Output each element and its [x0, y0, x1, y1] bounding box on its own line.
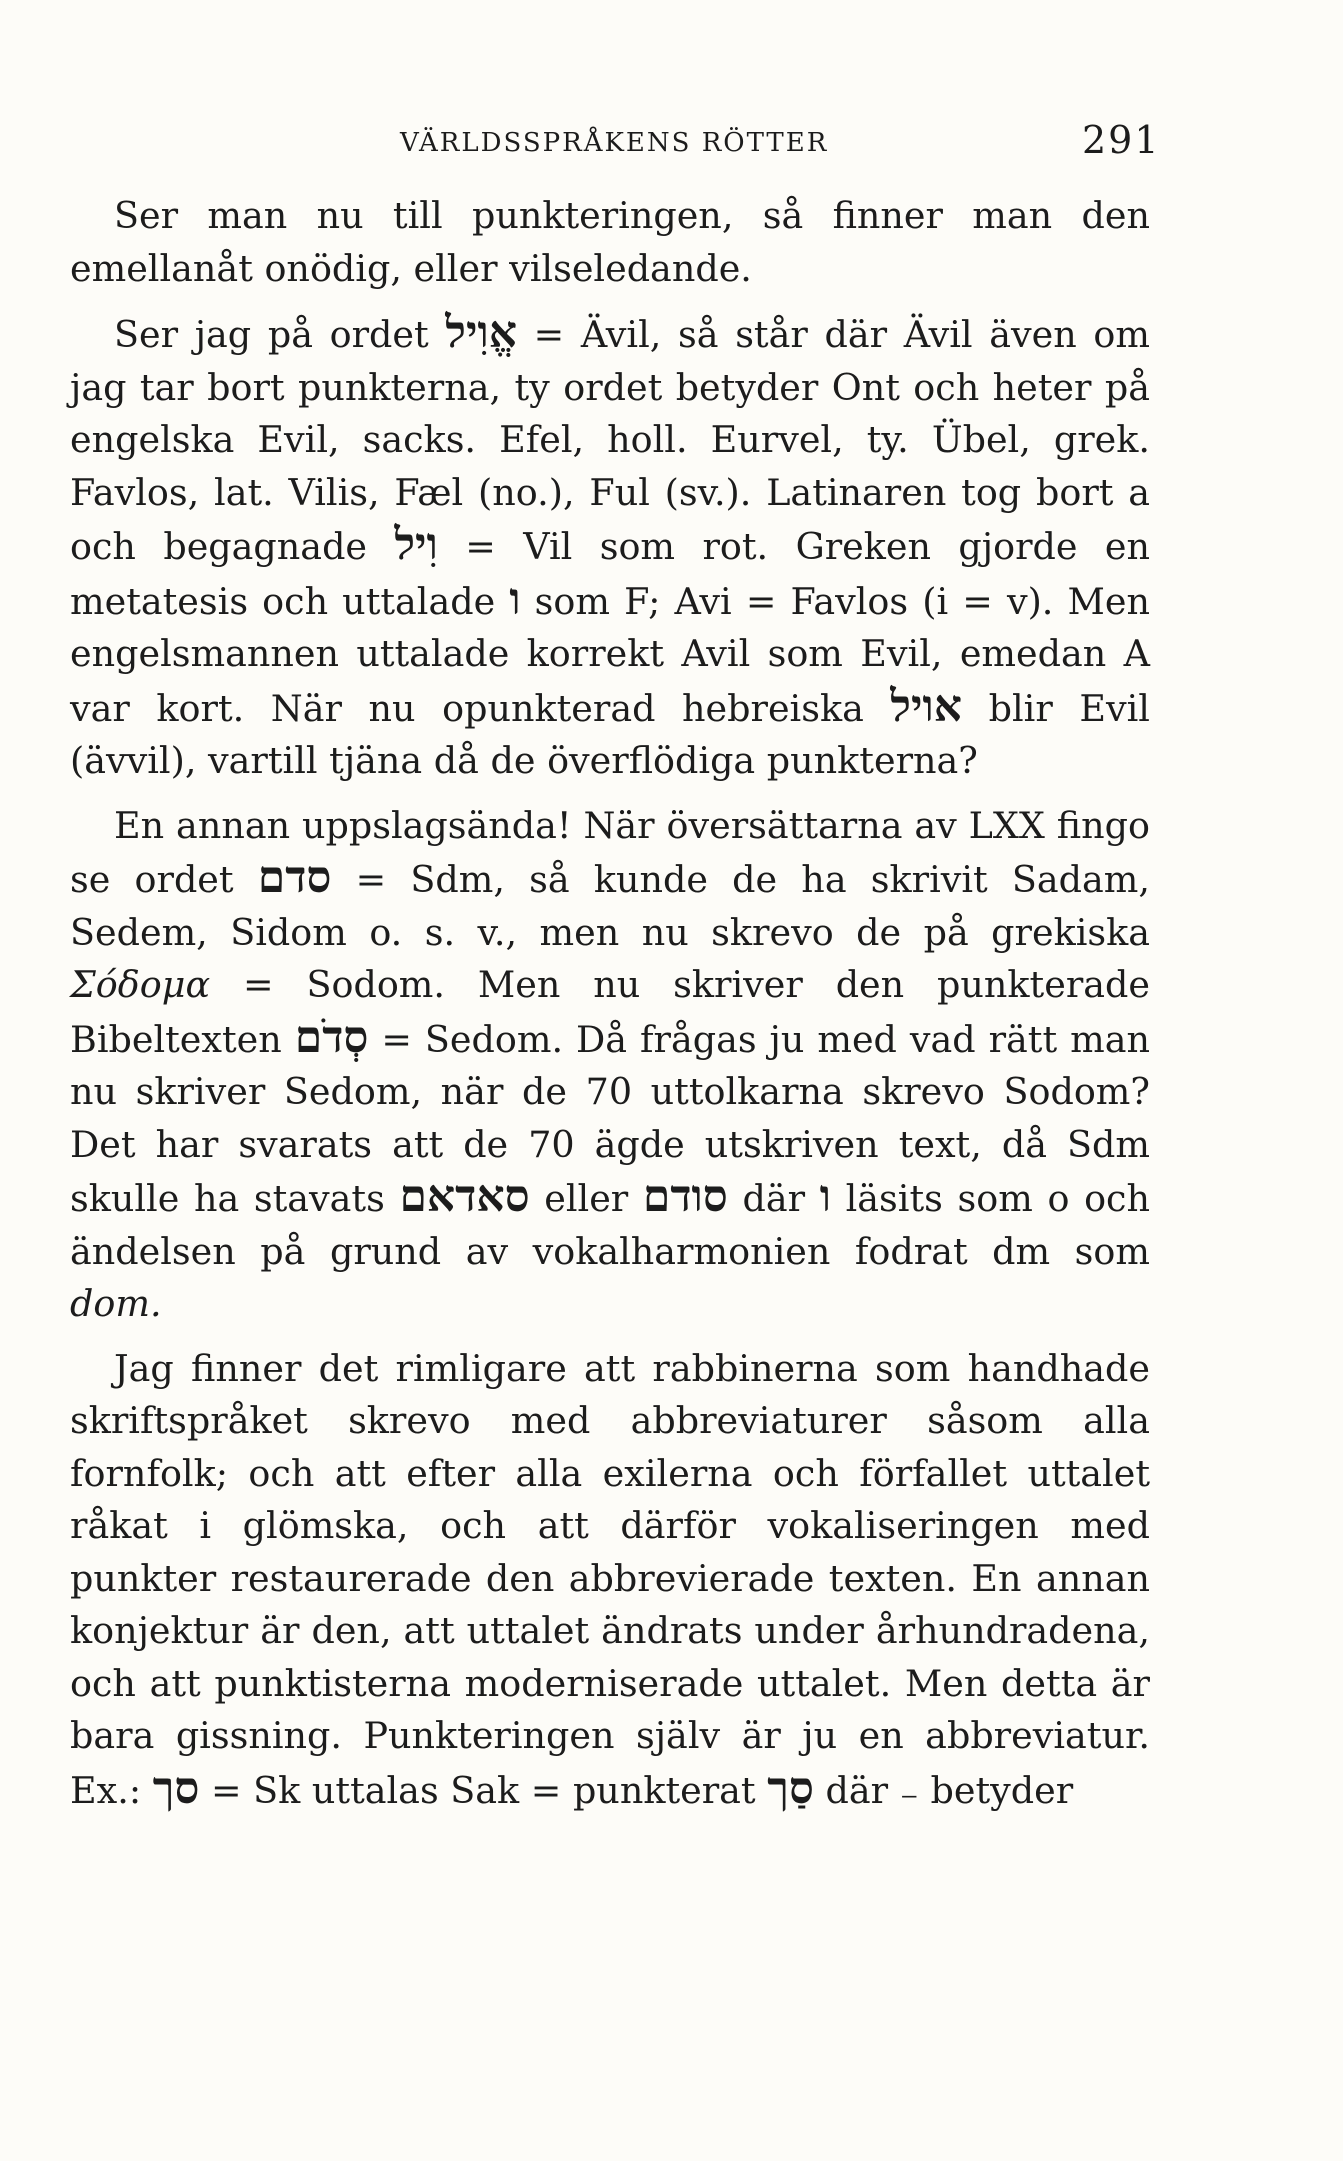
- text-run: = Vil som rot. Greken gjorde en metatesis och uttalade: [70, 525, 1151, 623]
- text-run: = Sdm, så kunde de ha skrivit Sadam, Sedem, Sidom o. s. v., men nu skrevo de på grekiska: [70, 858, 1150, 954]
- text-run: = Sk uttalas Sak = punkterat: [199, 1768, 768, 1812]
- text-run: läsits som o och ändelsen på grund av vokalharmonien fodrat dm som: [70, 1177, 1150, 1273]
- hebrew-word: סאדאם: [399, 1171, 530, 1222]
- text-run: Jag finner det rimligare att rabbinerna som handhade skriftspråket skrevo med abbreviaturer såsom alla fornfolk; och att efter alla exilerna och förfallet uttalet råkat i glömska, och att därför vokaliseringen med punkter restaurerade den abbrevierade texten. En annan konjektur är den, att uttalet ändrats under århundradena, och att punktisterna moderniserade uttalet. Men detta är bara gissning. Punkteringen själv är ju en abbreviatur. Ex.:: [70, 1346, 1150, 1812]
- greek-word: Σόδομα: [70, 963, 211, 1006]
- text-run: = Ävil, så står där Ävil även om jag tar bort punkterna, ty ordet betyder Ont och heter på engelska Evil, sacks. Efel, holl. Eurvel, ty. Übel, grek. Favlos, lat. Vilis, Fæl (no.), Ful (sv.). Latinaren tog bort a och begagnade: [70, 313, 1150, 568]
- hebrew-word: סַך: [767, 1762, 814, 1814]
- text-run: Ser jag på ordet: [114, 313, 446, 356]
- hebrew-word: אֱוִיל: [445, 307, 517, 358]
- paragraph: [70, 1343, 1150, 1818]
- text-run: som F; Avi = Favlos (i = v). Men engelsmannen uttalade korrekt Avil som Evil, emedan A var kort. När nu opunkterad hebreiska: [70, 579, 1151, 730]
- text-run: = Sodom. Men nu skriver den punkterade Bibeltexten: [70, 963, 1150, 1061]
- italic-word: dom.: [70, 1282, 162, 1325]
- page-number: 291: [1082, 118, 1161, 162]
- hebrew-word: סְדֹם: [294, 1011, 369, 1063]
- body-text: [70, 190, 1150, 1829]
- paragraph: [70, 190, 1150, 295]
- text-run: eller: [529, 1177, 643, 1220]
- running-head: VÄRLDSSPRÅKENS RÖTTER: [400, 128, 829, 158]
- hebrew-word: אויל: [890, 680, 963, 732]
- text-run: blir Evil (ävvil), vartill tjäna då de överflödiga punkterna?: [70, 686, 1150, 782]
- hebrew-word: וִיל: [394, 519, 438, 570]
- text-run: där: [727, 1177, 820, 1220]
- hebrew-word: ו: [819, 1171, 831, 1222]
- text-run: En annan uppslagsända! När översättarna av LXX fingo se ordet: [70, 803, 1150, 901]
- hebrew-word: סדם: [257, 852, 332, 903]
- hebrew-word: סך: [152, 1762, 200, 1814]
- text-run: Ser man nu till punkteringen, så finner man den emellanåt onödig, eller vilseledande.: [70, 194, 1150, 290]
- hebrew-word: סודם: [642, 1171, 728, 1222]
- text-run: där ₋ betyder: [813, 1768, 1074, 1812]
- paragraph: [70, 800, 1150, 1331]
- hebrew-word: ו: [509, 573, 521, 625]
- text-run: = Sedom. Då frågas ju med vad rätt man nu skriver Sedom, när de 70 uttolkarna skrevo Sodom? Det har svarats att de 70 ägde utskriven text, då Sdm skulle ha stavats: [70, 1017, 1150, 1220]
- paragraph: [70, 307, 1150, 788]
